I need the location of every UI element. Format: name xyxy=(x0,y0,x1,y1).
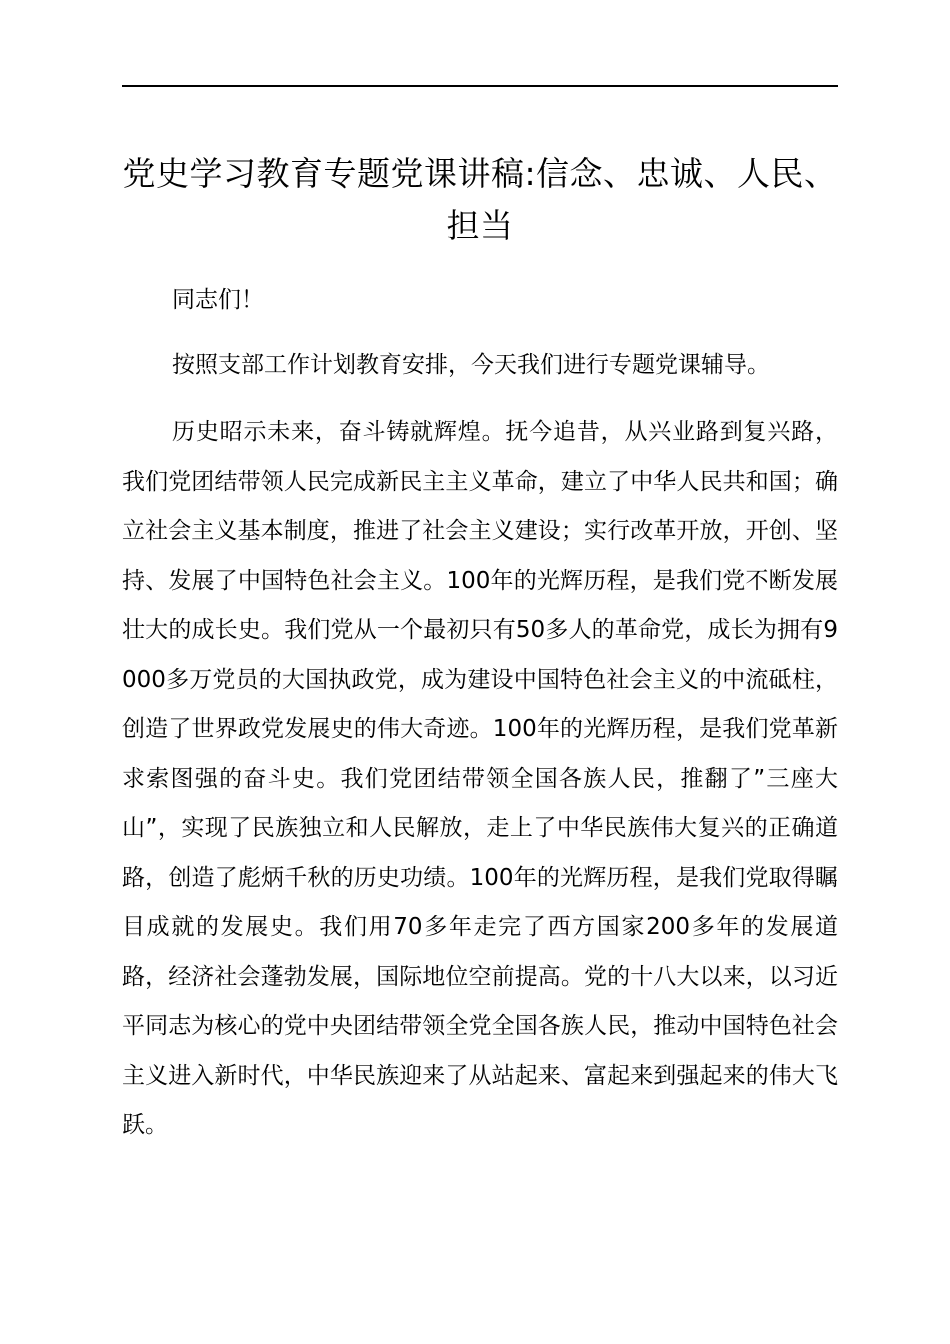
document-title: 党史学习教育专题党课讲稿:信念、忠诚、人民、担当 xyxy=(122,154,838,245)
greeting-paragraph: 同志们！ xyxy=(172,287,264,313)
body-paragraph: 历史昭示未来，奋斗铸就辉煌。抚今追昔，从兴业路到复兴路，我们党团结带领人民完成新民主主义革命，建立了中华人民共和国；确立社会主义基本制度，推进了社会主义建设；实行改革开放，开创、坚持、发展了中国特色社会主义。100年的光辉历程，是我们党不断发展壮大的成长史。我们党从一个最初只有50多人的革命党，成长为拥有9000多万党员的大国执政党，成为建设中国特色社会主义的中流砥柱，创造了世界政党发展史的伟大奇迹。100年的光辉历程，是我们党革新求索图强的奋斗史。我们党团结带领全国各族人民，推翻了”三座大山”，实现了民族独立和人民解放，走上了中华民族伟大复兴的正确道路，创造了彪炳千秋的历史功绩。100年的光辉历程，是我们党取得瞩目成就的发展史。我们用70多年走完了西方国家200多年的发展道路，经济社会蓬勃发展，国际地位空前提高。党的十八大以来，以习近平同志为核心的党中央团结带领全党全国各族人民，推动中国特色社会主义进入新时代，中华民族迎来了从站起来、富起来到强起来的伟大飞跃。 xyxy=(122,419,838,1138)
intro-paragraph: 按照支部工作计划教育安排，今天我们进行专题党课辅导。 xyxy=(172,352,770,378)
header-divider xyxy=(122,85,838,87)
